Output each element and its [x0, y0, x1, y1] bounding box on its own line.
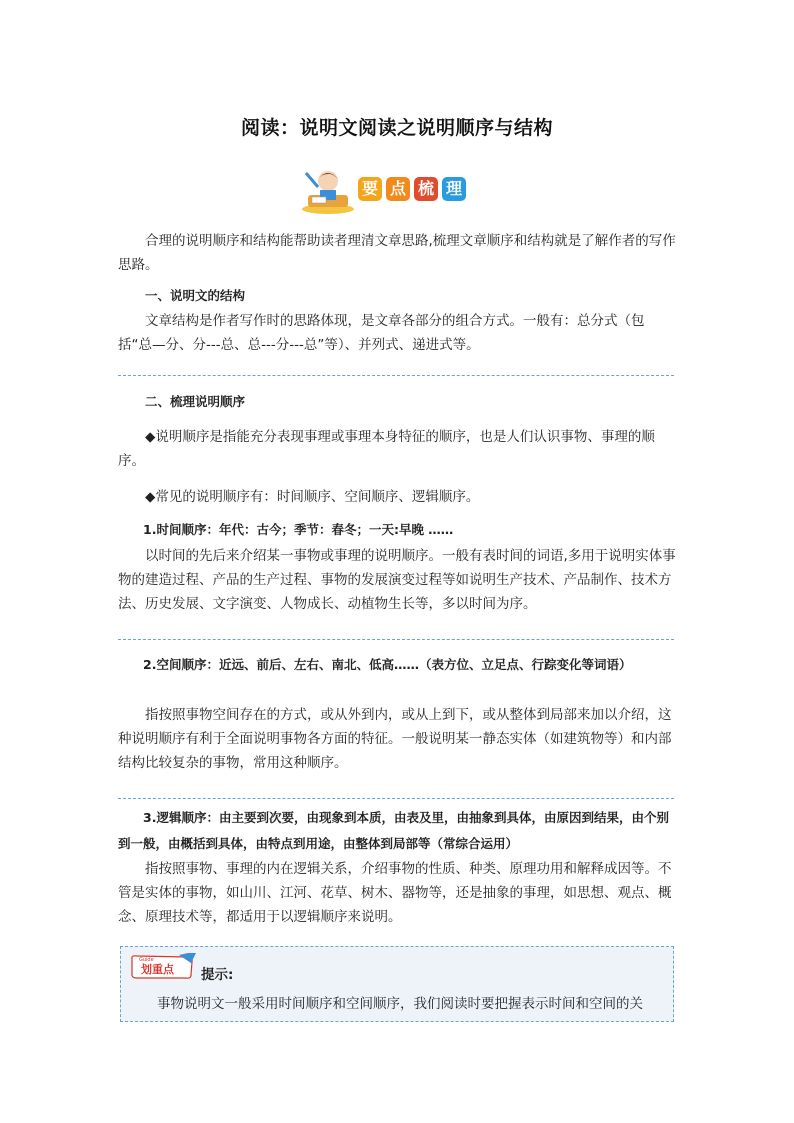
divider [118, 639, 674, 640]
space-order-heading: 2.空间顺序：近远、前后、左右、南北、低高……（表方位、立足点、行踪变化等词语） [143, 657, 632, 672]
highlight-badge-icon [129, 953, 199, 981]
section-banner [298, 165, 498, 215]
tip-label: 提示: [201, 967, 234, 983]
section2-bullet1: ◆说明顺序是指能充分表现事理或事理本身特征的顺序，也是人们认识事物、事理的顺序。 [118, 429, 655, 469]
banner-tile: 梳 [414, 177, 438, 201]
tip-box [120, 946, 674, 1022]
section2-heading: 二、梳理说明顺序 [145, 394, 246, 409]
banner-tile: 点 [386, 177, 410, 201]
student-reading-icon [298, 165, 356, 215]
divider [118, 798, 674, 799]
time-order-heading: 1.时间顺序：年代：古今；季节：春冬；一天:早晚 …… [143, 522, 454, 537]
space-order-body: 指按照事物空间存在的方式，或从外到内，或从上到下，或从整体到局部来加以介绍，这种说明顺序有利于全面说明事物各方面的特征。一般说明某一静态实体（如建筑物等）和内部结构比较复杂的事物，常用这种顺序。 [118, 707, 672, 771]
intro-paragraph: 合理的说明顺序和结构能帮助读者理清文章思路,梳理文章顺序和结构就是了解作者的写作思路。 [118, 233, 676, 273]
section2-bullet2: ◆常见的说明顺序有：时间顺序、空间顺序、逻辑顺序。 [145, 489, 480, 505]
badge-small-text: Guide [139, 957, 154, 963]
banner-tile: 理 [442, 177, 466, 201]
banner-tile: 要 [358, 177, 382, 201]
badge-text: 划重点 [141, 963, 174, 976]
logic-order-body: 指按照事物、事理的内在逻辑关系，介绍事物的性质、种类、原理功用和解释成因等。不管是实体的事物，如山川、江河、花草、树木、器物等，还是抽象的事理，如思想、观点、概念、原理技术等，都适用于以逻辑顺序来说明。 [118, 861, 672, 925]
time-order-body: 以时间的先后来介绍某一事物或事理的说明顺序。一般有表时间的词语,多用于说明实体事物的建造过程、产品的生产过程、事物的发展演变过程等如说明生产技术、产品制作、技术方法、历史发展、文字演变、人物成长、动植物生长等，多以时间为序。 [118, 548, 676, 612]
section1-heading: 一、说明文的结构 [145, 288, 246, 303]
section1-body: 文章结构是作者写作时的思路体现，是文章各部分的组合方式。一般有：总分式（包括“总—分、分---总、总---分---总”等）、并列式、递进式等。 [118, 313, 645, 353]
tip-text: 事物说明文一般采用时间顺序和空间顺序，我们阅读时要把握表示时间和空间的关 [157, 996, 643, 1012]
banner-tiles [358, 177, 466, 201]
page-title: 阅读：说明文阅读之说明顺序与结构 [240, 117, 553, 139]
logic-order-heading: 3.逻辑顺序：由主要到次要，由现象到本质，由表及里，由抽象到具体，由原因到结果，由个别到一般，由概括到具体，由特点到用途，由整体到局部等（常综合运用） [118, 810, 669, 851]
divider [118, 375, 674, 376]
